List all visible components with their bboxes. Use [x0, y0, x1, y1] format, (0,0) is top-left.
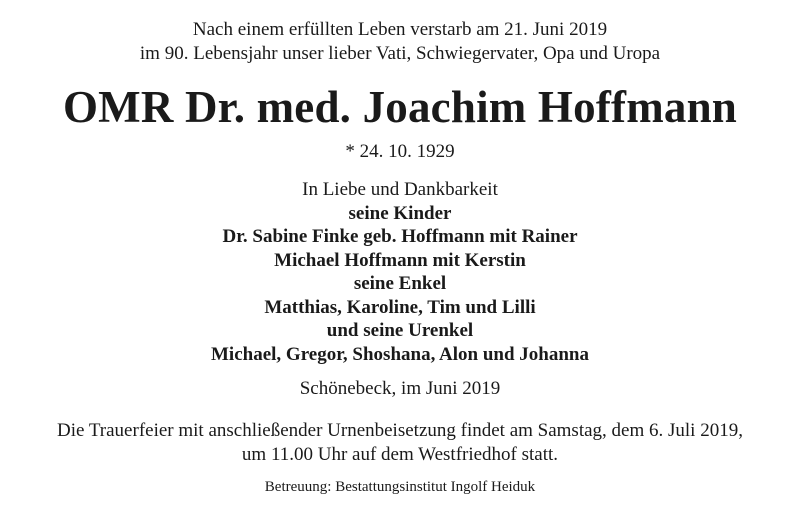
- care-note: Betreuung: Bestattungsinstitut Ingolf Heiduk: [264, 479, 536, 495]
- birth-date: * 24. 10. 1929: [345, 141, 455, 162]
- intro-line-1: Nach einem erfüllten Leben verstarb am 21. Juni 2019: [192, 19, 608, 40]
- grandchildren-names: Matthias, Karoline, Tim und Lilli: [264, 296, 536, 318]
- great-grandchildren-names: Michael, Gregor, Shoshana, Alon und Johanna: [211, 343, 589, 365]
- children-label: seine Kinder: [348, 202, 452, 224]
- grandchildren-label: seine Enkel: [353, 273, 447, 294]
- child-2: Michael Hoffmann mit Kerstin: [274, 249, 526, 271]
- intro-line-2: im 90. Lebensjahr unser lieber Vati, Schwiegervater, Opa und Uropa: [139, 43, 661, 64]
- funeral-line-1: Die Trauerfeier mit anschließender Urnenbeisetzung findet am Samstag, dem 6. Juli 2019,: [57, 420, 743, 441]
- great-grandchildren-label: und seine Urenkel: [326, 320, 474, 341]
- mourners-opening: In Liebe und Dankbarkeit: [302, 179, 498, 200]
- child-1: Dr. Sabine Finke geb. Hoffmann mit Rainer: [222, 226, 578, 247]
- funeral-line-2: um 11.00 Uhr auf dem Westfriedhof statt.: [241, 444, 559, 465]
- place-date: Schönebeck, im Juni 2019: [299, 378, 501, 399]
- deceased-name: OMR Dr. med. Joachim Hoffmann: [62, 82, 738, 132]
